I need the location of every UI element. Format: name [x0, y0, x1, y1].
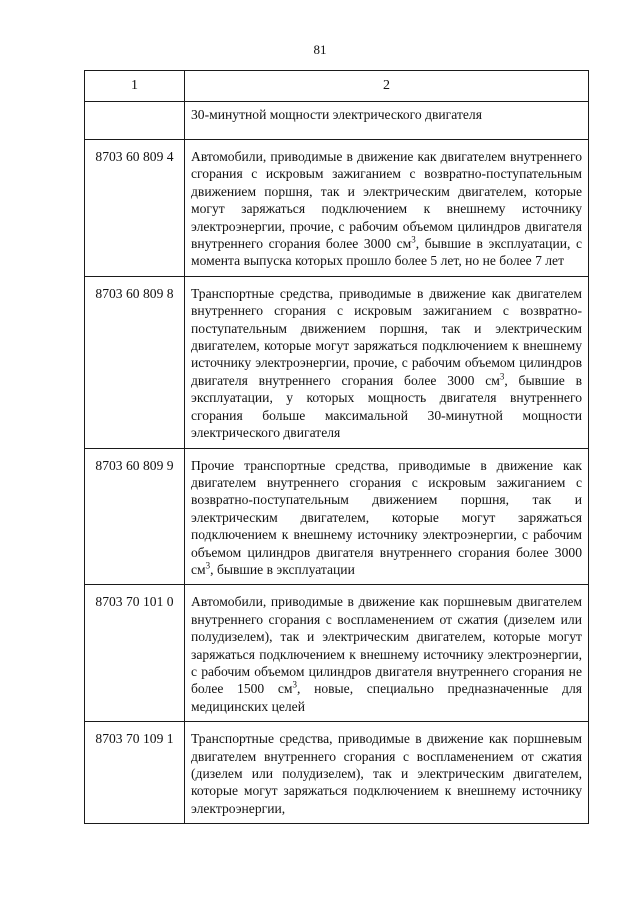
table-header-row: [85, 71, 589, 102]
table-row: [85, 448, 589, 585]
table-row: [85, 140, 589, 277]
row-code: 8703 60 809 8: [85, 276, 185, 448]
row-description: [185, 585, 589, 722]
description-text: 30-минутной мощности электрического двигателя: [191, 107, 482, 122]
row-description: [185, 276, 589, 448]
superscript: 3: [292, 679, 298, 690]
description-text-continued: , бывшие в эксплуатации, с момента выпуска которых прошло более 5 лет, но не более 7 лет: [191, 236, 582, 269]
description-text: Прочие транспортные средства, приводимые в движение как двигателем внутреннего сгорания с искровым зажиганием с возвратно-поступательным движением поршня, так и электрическим двигателем, которые могут заряжаться подключением к внешнему источнику электроэнергии, с рабочим объемом цилиндров двигателя внутреннего сгорания более 3000 см: [191, 457, 582, 577]
row-description: [185, 448, 589, 585]
page-number: 81: [313, 42, 327, 57]
table-row: [85, 722, 589, 824]
column-header-code: 1: [85, 71, 185, 102]
table-row: [85, 585, 589, 722]
row-description: [185, 102, 589, 140]
superscript: 3: [499, 371, 505, 382]
row-description: [185, 722, 589, 824]
description-text-continued: , бывшие в эксплуатации, у которых мощность двигателя внутреннего сгорания больше максимальной 30-минутной мощности электрического двигателя: [191, 372, 583, 441]
superscript: 3: [411, 234, 416, 245]
description-text: Автомобили, приводимые в движение как поршневым двигателем внутреннего сгорания с воспламенением от сжатия (дизелем или полудизелем), так и электрическим двигателем, которые могут заряжаться подключением к внешнему источнику электроэнергии, с рабочим объемом цилиндров двигателя внутреннего сгорания не более 1500 см: [191, 594, 582, 697]
row-description: [185, 140, 589, 277]
row-code: 8703 60 809 4: [85, 140, 185, 277]
description-text-continued: , бывшие в эксплуатации: [210, 561, 355, 577]
table-row: [85, 102, 589, 140]
table-row: [85, 276, 589, 448]
description-text-continued: , новые, специально предназначенные для медицинских целей: [191, 681, 582, 714]
column-header-description: 2: [185, 71, 589, 102]
description-text: Транспортные средства, приводимые в движение как двигателем внутреннего сгорания с искровым зажиганием с возвратно-поступательным движением поршня, так и электрическим двигателем, которые могут заряжаться подключением к внешнему источнику электроэнергии, прочие, с рабочим объемом цилиндров двигателя внутреннего сгорания более 3000 см: [191, 285, 582, 388]
row-code: 8703 60 809 9: [85, 448, 185, 585]
description-text: Транспортные средства, приводимые в движение как поршневым двигателем внутреннего сгорания с воспламенением от сжатия (дизелем или полудизелем), так и электрическим двигателем, которые могут заряжаться подключением к внешнему источнику электроэнергии,: [191, 731, 582, 816]
row-code: 8703 70 101 0: [85, 585, 185, 722]
superscript: 3: [205, 560, 211, 571]
row-code: [85, 102, 185, 140]
description-text: Автомобили, приводимые в движение как двигателем внутреннего сгорания с искровым зажиганием с возвратно-поступательным движением поршня, так и электрическим двигателем, которые могут заряжаться подключением к внешнему источнику электроэнергии, прочие, с рабочим объемом цилиндров двигателя внутреннего сгорания более 3000 см: [191, 149, 582, 252]
tariff-table: [84, 70, 589, 824]
row-code: 8703 70 109 1: [85, 722, 185, 824]
